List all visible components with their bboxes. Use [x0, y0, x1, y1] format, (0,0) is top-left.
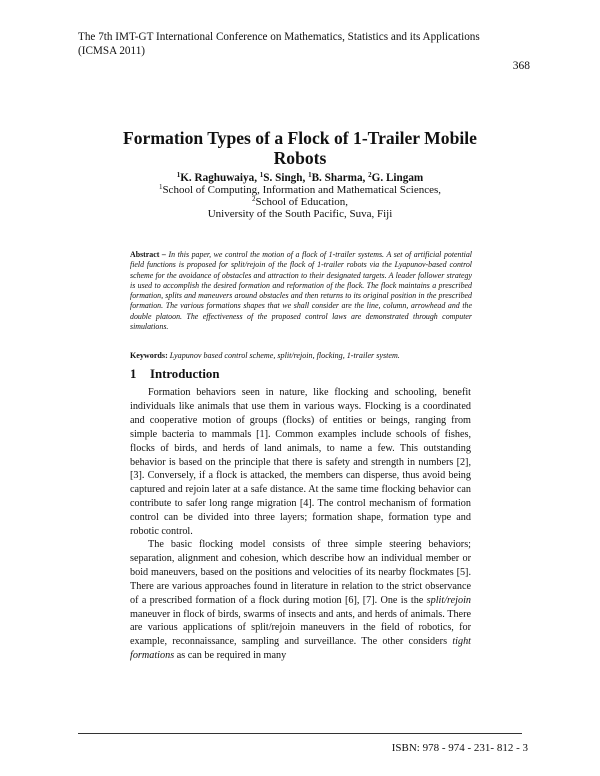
body-paragraph: The basic flocking model consists of three simple steering behaviors; separation, alignment and cohesion, which describe how an individual member or boid maneuvers, based on the positions and velocities of its nearby flockmates [5]. There are various approaches found in literature in relation to the strict observance of a prescribed formation of a flock during motion [6], [7]. One is the split/rejoin maneuver in flock of birds, swarms of insects and ants, and herds of animals. There are various applications of split/rejoin maneuvers in the field of robotics, for example, reconnaissance, sampling and surveillance. The other considers tight formations as can be required in many: [130, 539, 471, 662]
emphasis: tight formations: [130, 636, 471, 662]
abstract: [130, 250, 472, 332]
affiliations: [100, 184, 500, 221]
conference-header: The 7th IMT-GT International Conference on Mathematics, Statistics and its Applications (ICMSA 2011): [78, 31, 480, 57]
author-name: B. Sharma,: [311, 172, 366, 184]
page-number: 368: [512, 60, 530, 72]
isbn: ISBN: 978 - 974 - 231- 812 - 3: [391, 742, 528, 754]
affiliation-line: $^1$School of Computing, Information and Mathematical Sciences,: [158, 183, 442, 196]
abstract-label: Abstract –: [130, 250, 166, 259]
keywords: [130, 351, 480, 360]
author-name: K. Raghuwaiya,: [180, 172, 257, 184]
author-sup: 1: [259, 171, 264, 179]
keywords-text: Lyapunov based control scheme, split/rejoin, flocking, 1-trailer system.: [169, 351, 400, 360]
section-number: 1: [130, 367, 137, 381]
section-heading: [130, 367, 219, 382]
emphasis: split/rejoin: [426, 594, 471, 606]
paper-title: Formation Types of a Flock of 1-Trailer Mobile Robots: [123, 128, 477, 168]
author-name: G. Lingam: [371, 172, 424, 184]
author-sup: 1: [308, 171, 312, 179]
body-paragraph: Formation behaviors seen in nature, like flocking and schooling, benefit individuals like animals that use them in various ways. Flocking is a coordinated and cooperative motion of groups (flocks) of entities or beings, ranging from simple bacteria to mammals [1]. Common examples include schools of fishes, flocks of birds, and herds of land animals, to name a few. This outstanding behavior is based on the principle that there is safety and strength in numbers [2], [3]. Conversely, if a flock is attacked, the members can disperse, thus avoid being captured and rejoin later at a safe distance. At the same time flocking behavior can contribute to safer long range migration [4]. The control mechanism of formation control can be divided into three layers; formation shape, formation type and robotic control.: [130, 387, 471, 538]
affiliation-line: $^2$School of Education,: [251, 195, 349, 209]
author-sup: 2: [368, 171, 372, 179]
abstract-text: In this paper, we control the motion of a flock of 1-trailer systems. A set of artificial potential field functions is proposed for split/rejoin of the flock of 1-trailer robots via the Lyapunov-based control scheme for the avoidance of obstacles and attraction to their designated targets. A leader follower strategy is used to accomplish the desired formation and reformation of the flock. The flock maintains a prescribed formation, splits and maneuvers around obstacles and then returns to its original position in the prescribed formation. The various formations shapes that we shall consider are the line, column, arrowhead and the double platoon. The effectiveness of the proposed control laws are demonstrated through computer simulations.: [130, 250, 472, 332]
footer-rule: [78, 733, 522, 734]
section-title: Introduction: [150, 367, 220, 381]
affiliation-line: University of the South Pacific, Suva, Fiji: [207, 208, 393, 221]
keywords-label: Keywords:: [130, 351, 168, 360]
author-sup: 1: [176, 171, 181, 179]
author-name: S. Singh,: [263, 172, 306, 184]
